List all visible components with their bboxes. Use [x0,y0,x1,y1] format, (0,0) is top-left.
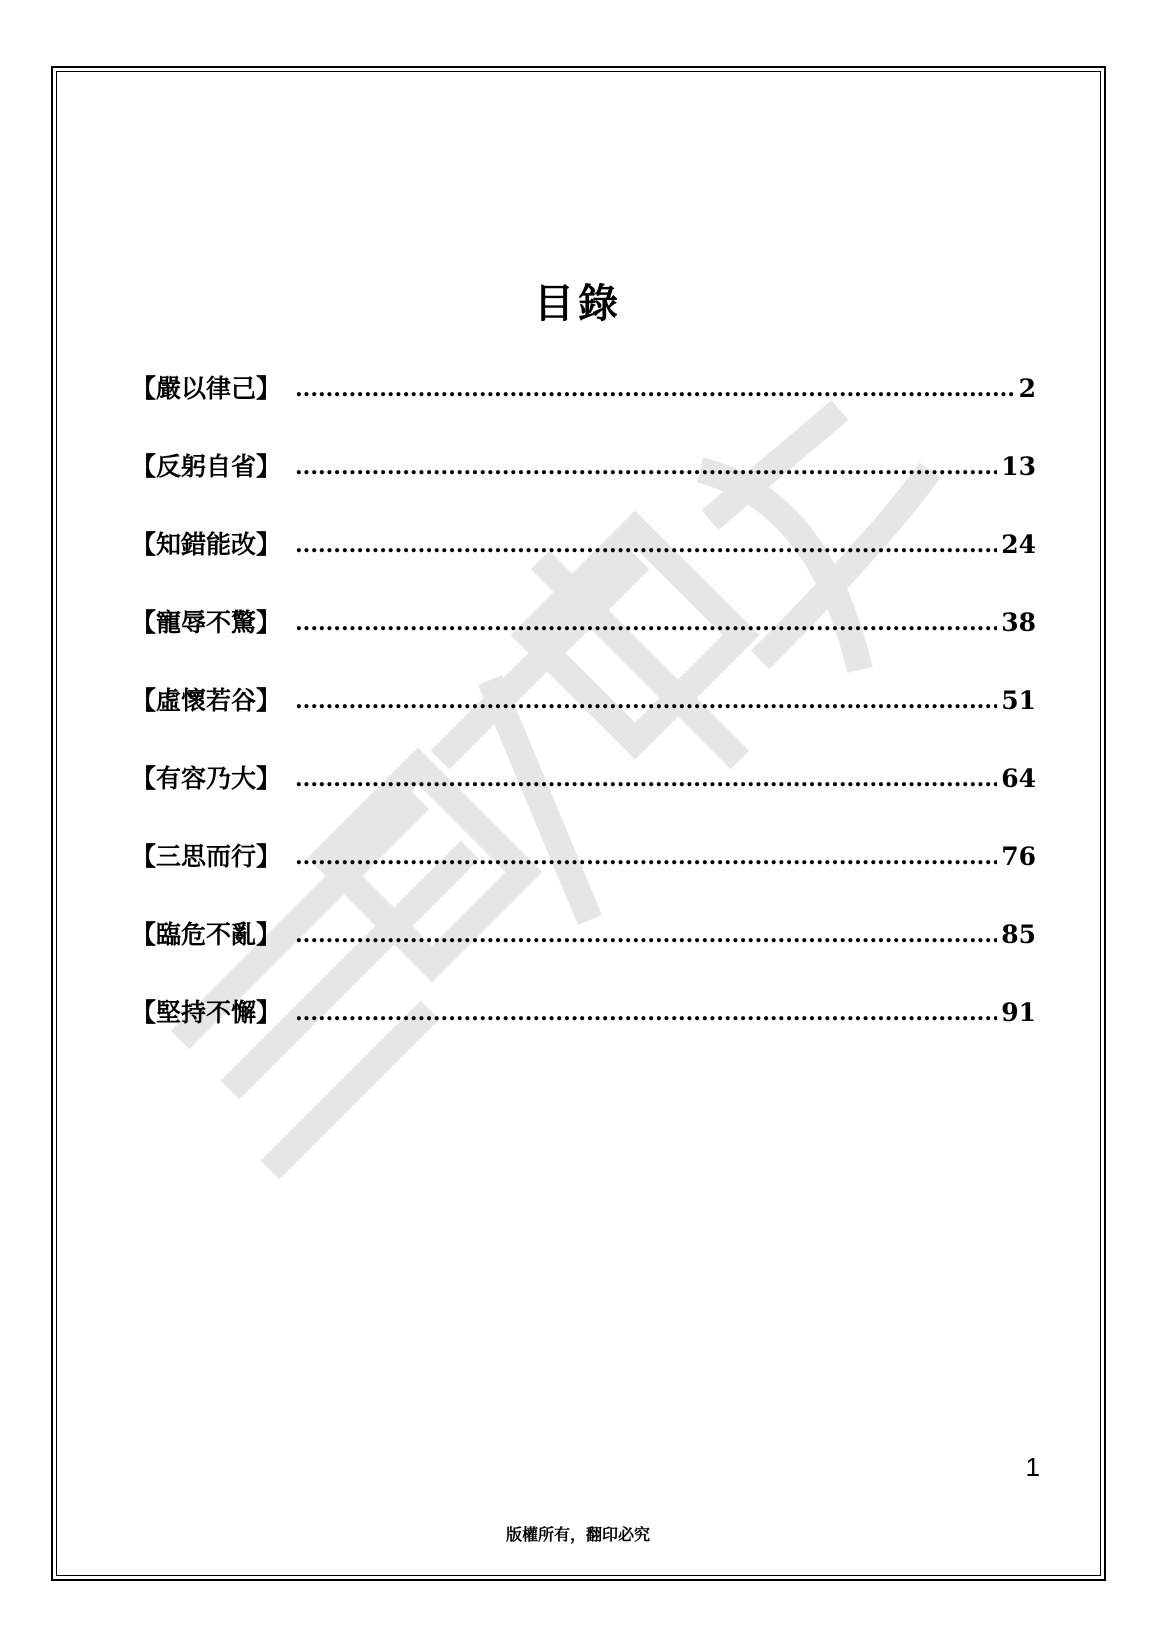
toc-dot-leader [295,606,997,640]
toc-entry-page: 64 [1001,764,1036,793]
toc-dot-leader [295,372,1015,406]
toc-entry-title: 【知錯能改】 [131,530,282,559]
toc-entry-title: 【臨危不亂】 [131,920,282,949]
toc-entry[interactable] [131,840,1036,918]
toc-entry-title: 【堅持不懈】 [131,998,282,1027]
toc-entry-page: 38 [1001,608,1036,637]
toc-entry[interactable] [131,762,1036,840]
copyright-footer: 版權所有，翻印必究 [505,1525,650,1544]
toc-dot-leader [295,528,997,562]
toc-entry[interactable] [131,450,1036,528]
toc-dot-leader [295,762,997,796]
toc-entry-page: 2 [1018,374,1036,403]
page-number: 1 [1025,1452,1040,1482]
toc-dot-leader [295,450,997,484]
toc-entry-title: 【寵辱不驚】 [131,608,282,637]
toc-dot-leader [295,918,997,952]
toc-entry-page: 24 [1001,530,1036,559]
toc-entry-page: 91 [1001,998,1036,1027]
toc-entry-title: 【三思而行】 [131,842,282,871]
toc-entry-page: 51 [1001,686,1036,715]
page-title: 目錄 [534,281,622,327]
toc-entry[interactable] [131,684,1036,762]
table-of-contents [131,372,1036,1074]
toc-entry[interactable] [131,606,1036,684]
toc-dot-leader [295,996,997,1030]
toc-entry-title: 【反躬自省】 [131,452,282,481]
toc-entry-title: 【嚴以律己】 [131,374,282,403]
toc-entry[interactable] [131,372,1036,450]
toc-entry[interactable] [131,996,1036,1074]
toc-dot-leader [295,840,997,874]
toc-entry-title: 【虛懷若谷】 [131,686,282,715]
toc-entry-page: 76 [1001,842,1036,871]
toc-dot-leader [295,684,997,718]
toc-entry-page: 13 [1001,452,1036,481]
toc-entry[interactable] [131,528,1036,606]
toc-entry-title: 【有容乃大】 [131,764,282,793]
toc-entry-page: 85 [1001,920,1036,949]
toc-entry[interactable] [131,918,1036,996]
